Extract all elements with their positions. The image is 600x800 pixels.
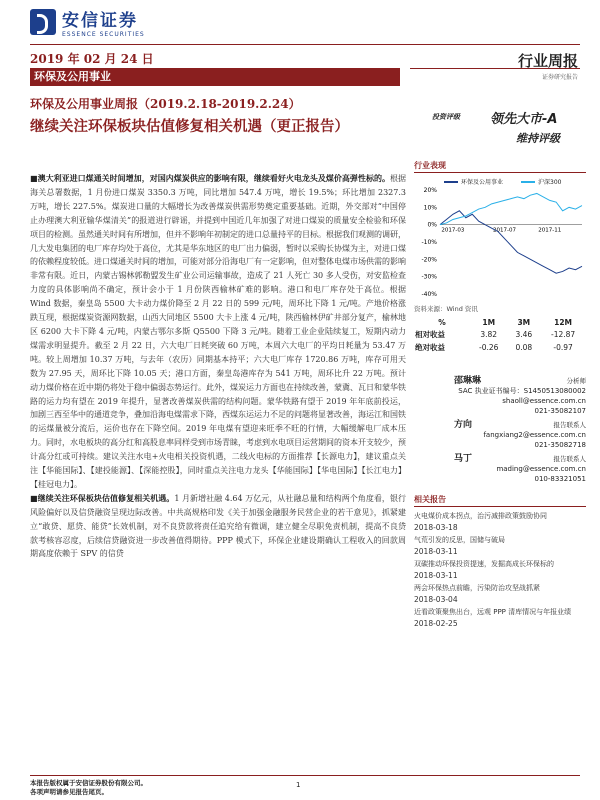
analyst-1: 邵琳琳 分析师 SAC 执业证书编号：S1450513080002 shaoll@essence.com.cn 021-35082107 (454, 376, 586, 415)
related-panel (414, 494, 586, 630)
report-date: 2019 年 02 月 24 日 (30, 52, 154, 66)
series-line-0 (440, 211, 582, 273)
paragraph-1-lead: ■澳大利亚进口煤通关时间增加，对国内煤炭供应的影响有限，继续看好火电龙头及煤价高弹性标的。 (30, 173, 390, 183)
list-item[interactable]: 气荒引发的反思，国储与破局 2018-03-11 (414, 536, 505, 556)
paragraph-1-text: 根据海关总署数据，1 月份进口煤炭 3350.3 万吨，同比增加 547.4 万吨，增长 19.5%；环比增加 2327.3 万吨，增长 227.5%。煤炭进口量的大幅增长为改善煤炭供需形势奠定重要基础。近期，外交部对“中国停止办理澳大利亚输华煤清关”的报道进行辟谣，并提到中国近几年加强了对进口煤炭的质量安全检验和环保项目的检测。虽然通关时间有所增加，但并不影响年初制定的进口总量持平的目标。根据我们观测的调研，几大发电集团的电厂库存均处于高位，尤其是华东地区的电厂出力偏弱，暂时以采购长协煤为主，对进口煤的依赖程度较低。进口煤通关时间的增加，可能对部分沿海电厂有一定影响，但对整体电煤市场供需的影响非常有限。近日，内蒙古锡林郭勒盟发生矿业公司运输事故，造成了 21 人死亡 30 多人受伤，对安监检查力度的具体影响尚不确定，预计会小于 1 月份陕西榆林矿难的影响。港口和电厂库存处于高位。根据 Wind 数据，秦皇岛 5500 大卡动力煤价降至 2 月 22 日的 599 元/吨，周环比下降 1 元/吨。产地价格涨跌互现，根据煤炭资源网数据，山西大同地区 5500 大卡上涨 4 元/吨，陕西榆林伊矿井部分复产，榆林地区 6200 大卡下降 4 元/吨，内蒙古鄂尔多斯 Q5500 下降 3 元/吨。随着工业企业陆续复工，短期内动力煤需求明显提升。截至 2 月 22 日，六大电厂日耗突破 60 万吨，本周六大电厂的平均日耗量为 53.47 万吨。较上周增加 10.37 万吨，与去年（农历）同期基本持平；六大电厂库存 1720.86 万吨，库存可用天数为 27.95 天，周环比下降 10.05 天；港口方面，秦皇岛港库存为 541 万吨，周环比升 22 万吨。预计动力煤价格在近中期仍将处于稳中偏弱态势运行。此外，煤炭运力方面也在持续改善，蒙冀、瓦日和蒙华铁路的运力均有望在 2019 年提升，显著改善煤炭供需的结构问题。蒙华铁路有望于 2019 年年底前投运，加剧三西至华中的通道竞争，叠加沿海电煤需求下降，西煤东运运力不足的问题将显著改善，海运江和国铁的运煤量被分流后，运价也存在下降空间。2019 年电煤有望迎来旺季不旺的行情，大幅缓解电厂成本压力。同时，水电板块的高分红和高股息率同样受到市场青睐，考虑到水电项目运营期间的资本开支较少，预计高分红或可持续。建议关注水电+火电相关投资机遇，二线火电标的方面推荐【长源电力】，建议重点关注【华能国际】、【建投能源】、【深能控股】，同时重点关注电力龙头【华能国际】【华电国际】【长江电力】【桂冠电力】。 (30, 174, 406, 489)
perf-table (414, 317, 586, 354)
report-type-divider (410, 68, 580, 69)
report-body (30, 172, 406, 561)
related-title: 相关报告 (414, 494, 586, 507)
legend-swatch-index (521, 181, 535, 183)
y-tick-label: 20% (423, 187, 437, 194)
paragraph-2-text: 1 月新增社融 4.64 万亿元，从社融总量和结构两个角度看，银行风险偏好以及信贷融资呈现边际改善。中共高规格印发《关于加强金融服务民营企业的若干意见》，抓紧建立“敢贷、愿贷、能贷”长效机制，对不良贷款将责任追究给有微调，建立健全尽职免责机制，提高不良贷款考核容忍度，后续信贷融资进一步改善值得期待。PPP 模式下，环保企业建设期确认工程收入的回款周期高度依赖于 SPV 的信贷 (30, 493, 407, 559)
footer-divider (30, 775, 580, 776)
table-row: 绝对收益 -0.26 0.08 -0.97 (415, 343, 573, 352)
legend-swatch-sector (444, 181, 458, 183)
analyst-3: 马丁 报告联系人 mading@essence.com.cn 010-83321051 (454, 454, 586, 483)
perf-title: 行业表现 (414, 160, 586, 173)
paragraph-2 (30, 492, 406, 562)
x-tick-label: 2017-03 (441, 227, 465, 234)
brand-name-cn: 安信证券 (62, 11, 138, 31)
legend-item-index: 沪深300 (521, 177, 561, 186)
brand-logo (30, 6, 145, 38)
report-subhead: 环保及公用事业周报（2019.2.18-2019.2.24） (30, 97, 301, 111)
y-tick-label: -30% (421, 273, 437, 281)
y-tick-label: -20% (421, 256, 437, 264)
analyst-2: 方向 报告联系人 fangxiang2@essence.com.cn 021-35082718 (454, 420, 586, 449)
perf-table-header: % 1M 3M 12M (438, 318, 573, 327)
y-tick-label: 0% (427, 221, 437, 229)
page-number: 1 (296, 781, 301, 789)
sector-bar: 环保及公用事业 (30, 68, 400, 86)
perf-panel (414, 160, 586, 354)
paragraph-2-lead: ■继续关注环保板块估值修复相关机遇。 (30, 492, 175, 503)
y-tick-label: 10% (423, 204, 437, 212)
perf-line-chart (414, 186, 586, 298)
y-tick-label: -10% (421, 239, 437, 246)
chart-source: 资料来源：Wind 资讯 (414, 305, 478, 313)
paragraph-1 (30, 172, 406, 492)
report-type: 行业周报 (517, 52, 578, 70)
brand-name-en: ESSENCE SECURITIES (62, 31, 145, 38)
list-item[interactable]: 两会环保热点前瞻，污染防治攻坚战抓紧 2018-03-04 (414, 584, 540, 604)
list-item[interactable]: 双碳推动环保投资提速，发掘高成长环保标的 2018-03-11 (414, 560, 554, 580)
legend-item-sector: 环保及公用事业 (444, 177, 503, 186)
analyst-block (414, 376, 586, 484)
y-tick-label: -40% (421, 291, 437, 298)
x-tick-label: 2017-11 (538, 227, 562, 234)
x-tick-label: 2017-07 (493, 227, 517, 234)
rating-sub: 维持评级 (516, 132, 560, 145)
list-item[interactable]: 火电煤价成本拐点，治污减排政策鼓励协同 2018-03-18 (414, 512, 547, 532)
list-item[interactable]: 近看政策聚焦出台，远观 PPP 清库情况与年报业绩 2018-02-25 (414, 608, 572, 628)
header-divider (30, 44, 580, 45)
report-headline: 继续关注环保板块估值修复相关机遇（更正报告） (30, 118, 349, 135)
brand-mark-icon (30, 9, 56, 35)
footer-notice: 本报告版权属于安信证券股份有限公司。 各项声明请参见报告尾页。 (30, 779, 147, 796)
series-line-1 (440, 193, 582, 224)
rating-label: 投资评级 (432, 113, 460, 121)
rating-value: 领先大市-A (490, 112, 558, 127)
report-subtype: 证券研究报告 (541, 74, 578, 81)
chart-legend (444, 177, 586, 186)
table-row: 相对收益 3.82 3.46 -12.87 (415, 330, 576, 339)
